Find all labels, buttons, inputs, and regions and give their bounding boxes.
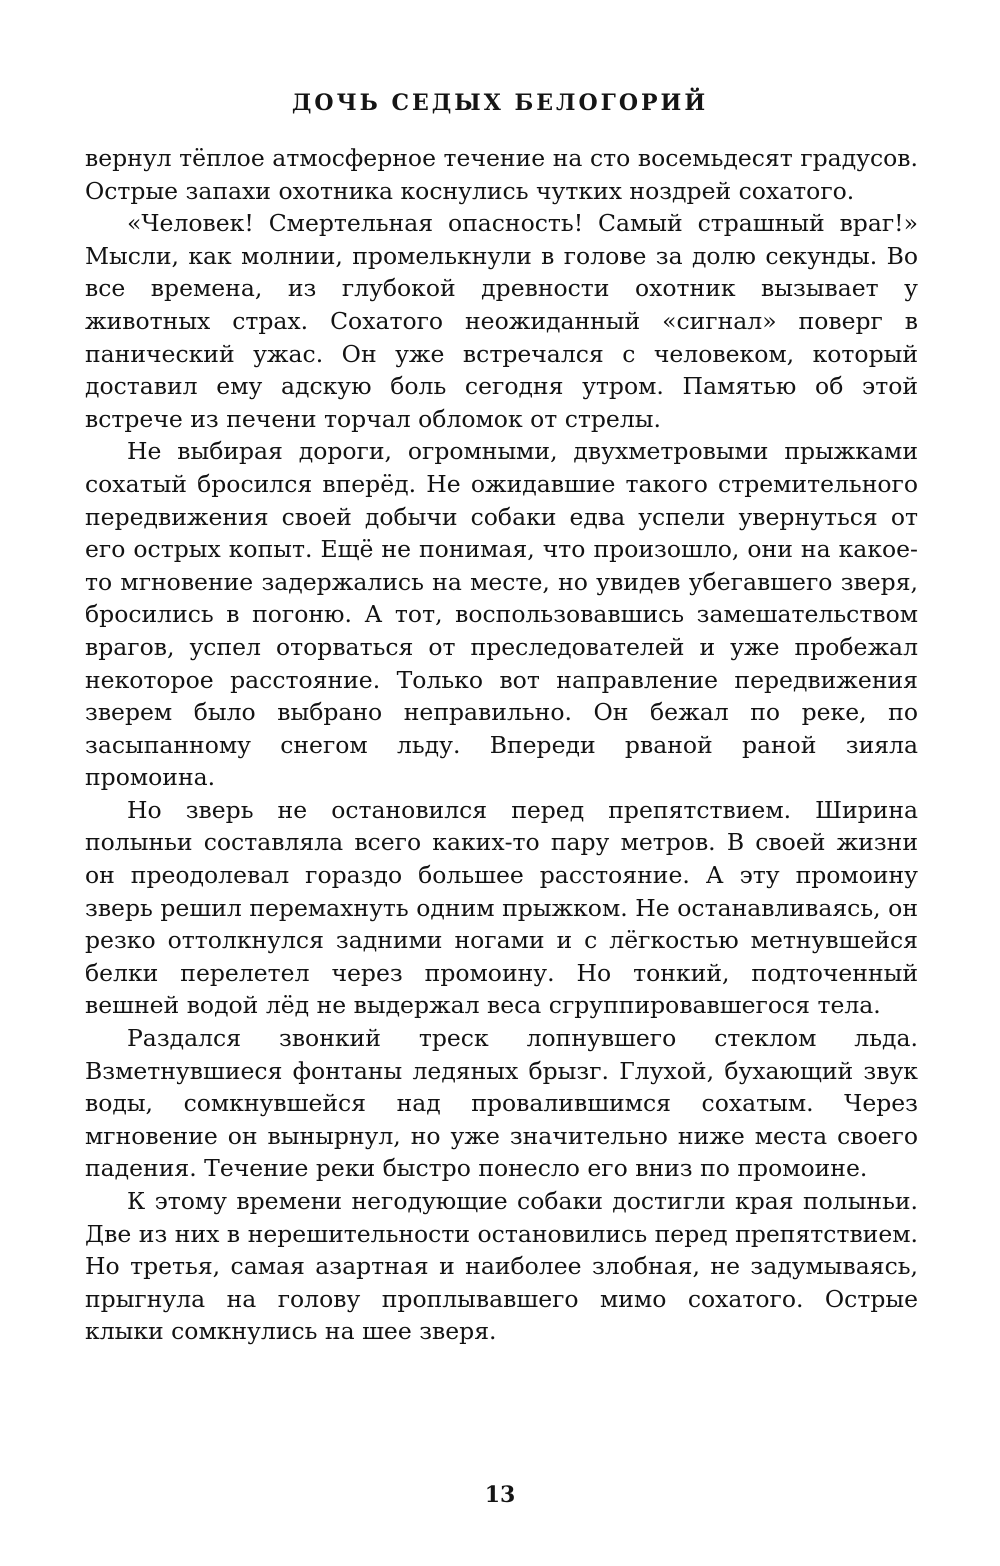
paragraph: К этому времени негодующие собаки достигли края полыньи. Две из них в нерешительности остановились перед препятствием. Но третья, самая азартная и наиболее злобная, не задумываясь, прыгнула на голову проплывавшего мимо сохатого. Острые клыки сомкнулись на шее зверя. xyxy=(85,1187,918,1346)
page-number: 13 xyxy=(484,1482,516,1508)
paragraph: вернул тёплое атмосферное течение на сто восемьдесят градусов. Острые запахи охотника коснулись чутких ноздрей сохатого. xyxy=(85,144,918,205)
paragraph: Раздался звонкий треск лопнувшего стеклом льда. Взметнувшиеся фонтаны ледяных брызг. Глухой, бухающий звук воды, сомкнувшейся над провалившимся сохатым. Через мгновение он вынырнул, но уже значительно ниже места своего падения. Течение реки быстро понесло его вниз по промоине. xyxy=(85,1024,918,1183)
body-text xyxy=(85,142,918,1348)
paragraph: Но зверь не остановился перед препятствием. Ширина полыньи составляла всего каких-то пару метров. В своей жизни он преодолевал гораздо большее расстояние. А эту промоину зверь решил перемахнуть одним прыжком. Не останавливаясь, он резко оттолкнулся задними ногами и с лёгкостью метнувшейся белки перелетел через промоину. Но тонкий, подточенный вешней водой лёд не выдержал веса сгруппировавшегося тела. xyxy=(85,795,918,1020)
running-head-title: ДОЧЬ СЕДЫХ БЕЛОГОРИЙ xyxy=(291,90,709,116)
paragraph: «Человек! Смертельная опасность! Самый страшный враг!» Мысли, как молнии, промелькнули в голове за долю секунды. Во все времена, из глубокой древности охотник вызывает у животных страх. Сохатого неожиданный «сигнал» поверг в панический ужас. Он уже встречался с человеком, который доставил ему адскую боль сегодня утром. Памятью об этой встрече из печени торчал обломок от стрелы. xyxy=(85,209,918,433)
paragraph: Не выбирая дороги, огромными, двухметровыми прыжками сохатый бросился вперёд. Не ожидавшие такого стремительного передвижения своей добычи собаки едва успели увернуться от его острых копыт. Ещё не понимая, что произошло, они на какое-то мгновение задержались на месте, но увидев убегавшего зверя, бросились в погоню. А тот, воспользовавшись замешательством врагов, успел оторваться от преследователей и уже пробежал некоторое расстояние. Только вот направление передвижения зверем было выбрано неправильно. Он бежал по реке, по засыпанному снегом льду. Впереди рваной раной зияла промоина. xyxy=(85,437,918,792)
